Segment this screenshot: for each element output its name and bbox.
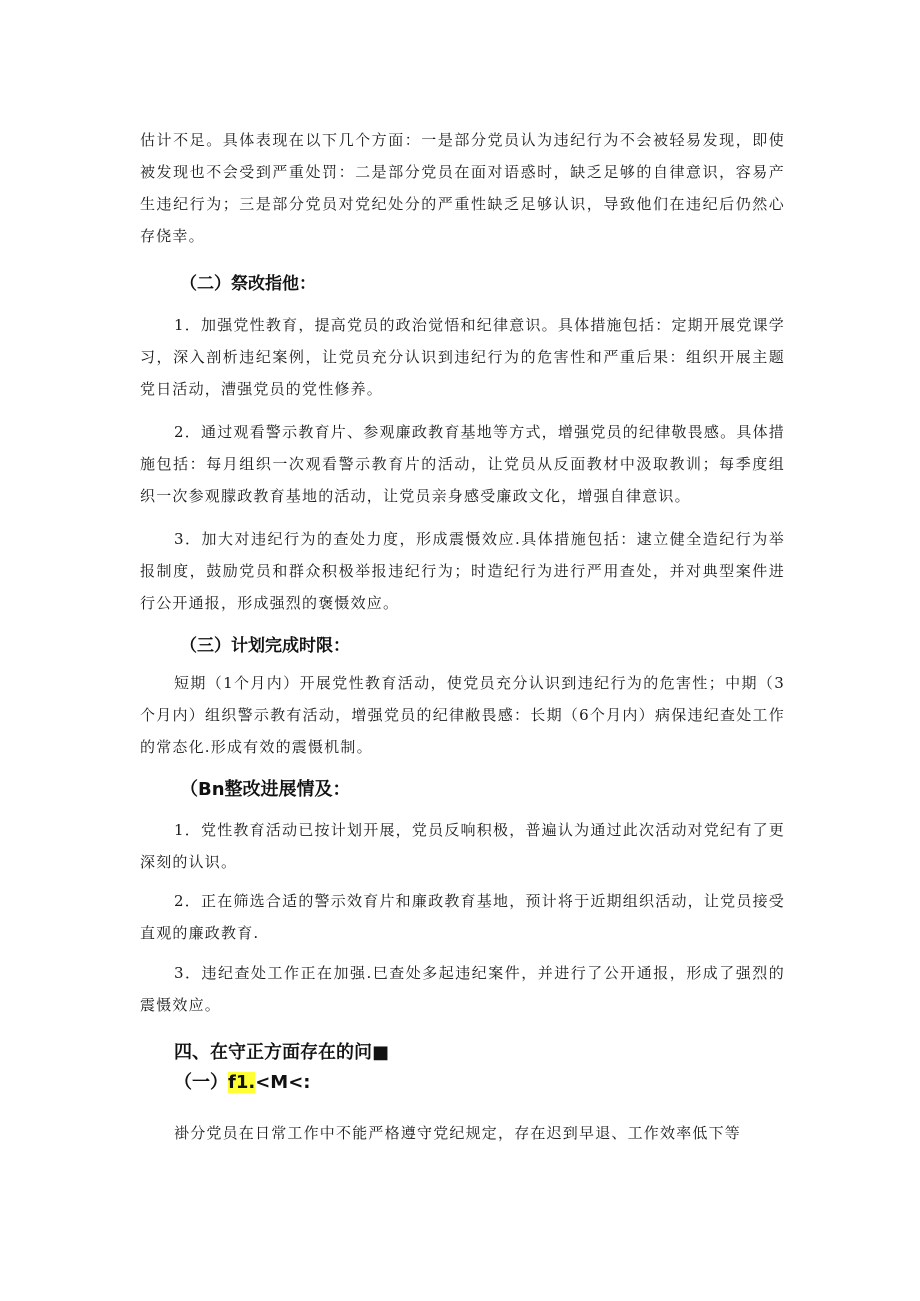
section-four-title: 四、在守正方面存在的问■ (174, 1042, 390, 1063)
progress-item-3: 3．违纪查处工作正在加强.巳查处多起违纪案件，并进行了公开通报，形成了强烈的震慑效应。 (140, 964, 785, 1014)
progress-item-2: 2．正在筛选合适的警示效育片和廉政教育基地，预计将于近期组织活动，让党员接受直观的廉政教育. (140, 892, 785, 942)
measure-item-1: 1．加强党性教育，提高党员的政治觉悟和纪律意识。具体措施包括：定期开展党课学习，深入剖析违纪案例，让党员充分认识到违纪行为的危害性和严重后果：组织开展主题党日活动，漕强党员的党性修养。 (140, 316, 785, 398)
subheading-highlighted-text: f1. (228, 1072, 256, 1093)
subheading-rest: <M<: (255, 1072, 311, 1093)
section-four-paragraph: 褂分党员在日常工作中不能严格遵守党纪规定，存在迟到早退、工作效率低下等 (174, 1124, 742, 1142)
intro-paragraph: 估计不足。具体表现在以下几个方面：一是部分党员认为违纪行为不会被轻易发现，即使被发现也不会受到严重处罚：二是部分党员在面对语惑时，缺乏足够的自律意识，容易产生违纪行为；三是部分党员对党纪处分的严重性缺乏足够认识，导致他们在违纪后仍然心存侥幸。 (140, 131, 785, 245)
section-heading-rectification-measures: （二）祭改指他： (180, 274, 316, 294)
subheading-prefix: （一） (174, 1072, 228, 1093)
timeline-paragraph: 短期（1个月内）开展党性教育活动，使党员充分认识到违纪行为的危害性；中期（3个月内）组织警示教有活动，增强党员的纪律敝畏感：长期（6个月内）病保违纪查处工作的常态化.形成有效的震慑机制。 (140, 674, 785, 756)
section-heading-timeline: （三）计划完成时限： (180, 636, 350, 656)
measure-item-3: 3．加大对违纪行为的查处力度，形成震慑效应.具体措施包括：逮立健全造纪行为举报制度，鼓励党员和群众积极举报违纪行为；时造纪行为进行严用查处，并对典型案件进行公开通报，形成强烈的褒慑效应。 (140, 530, 785, 612)
measure-item-2: 2．通过观看警示教育片、参观廉政教育基地等方式，增强党员的纪律敬畏感。具体措施包括：每月组织一次观看警示教育片的活动，让党员从反面教材中汲取教训；每季度组织一次参观朦政教育基地的活动，让党员亲身感受廉政文化，增强自律意识。 (140, 423, 785, 505)
section-heading-progress: （Bn整改进展情及： (180, 779, 351, 800)
progress-item-1: 1．党性教育活动已按计划开展，党员反响积极，普遍认为通过此次活动对党纪有了更深刻的认识。 (140, 821, 785, 871)
section-four-subheading (174, 1071, 310, 1095)
